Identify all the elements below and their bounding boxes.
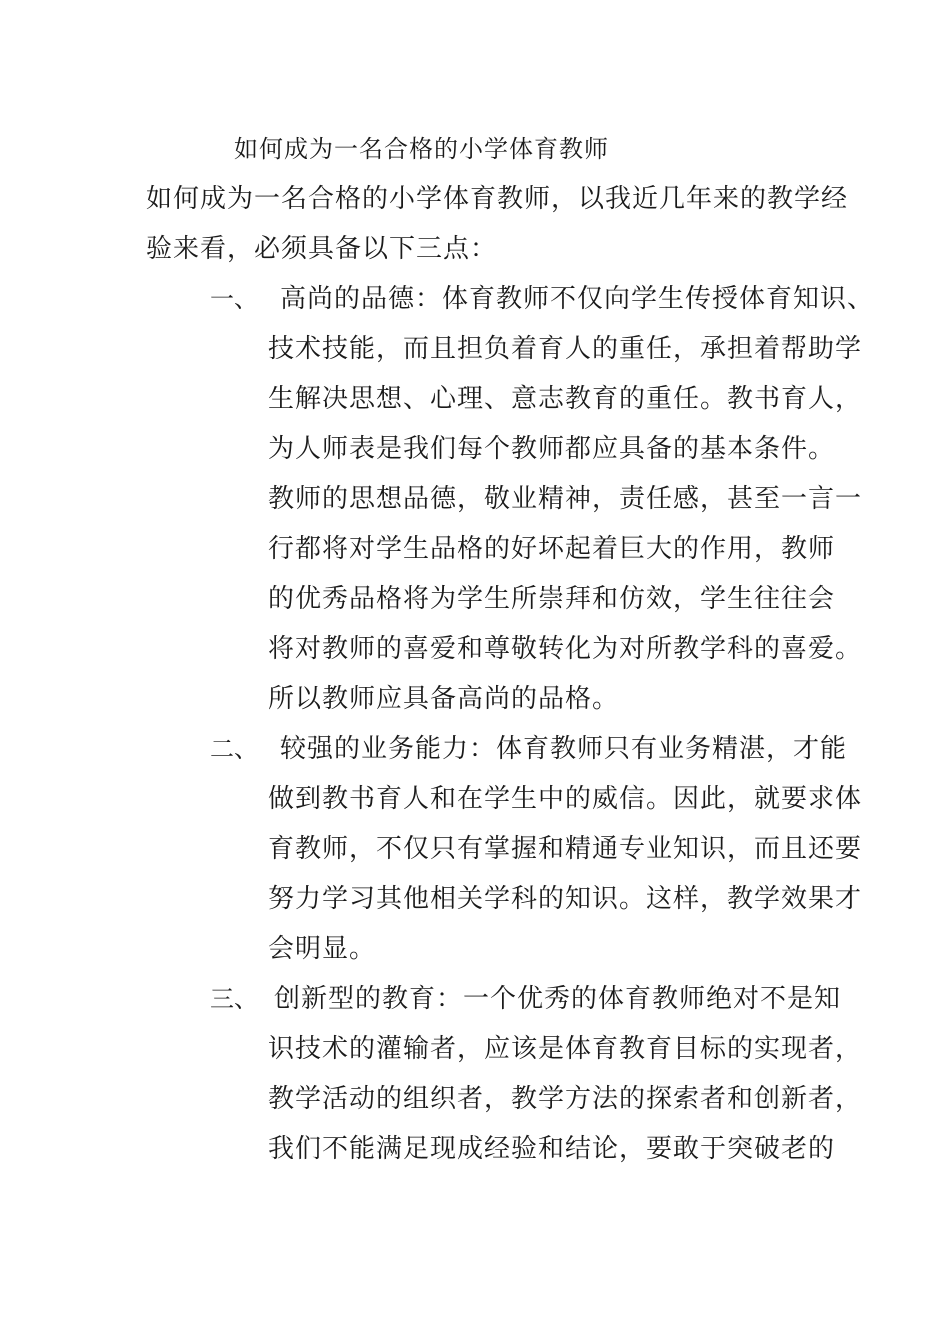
section-2-line: 做到教书育人和在学生中的威信。因此，就要求体	[268, 784, 863, 814]
section-3-marker: 三、	[210, 985, 258, 1013]
section-1-line: 将对教师的喜爱和尊敬转化为对所教学科的喜爱。	[268, 634, 863, 664]
section-2-line: 育教师，不仅只有掌握和精通专业知识，而且还要	[268, 834, 863, 864]
section-3-line: 我们不能满足现成经验和结论，要敢于突破老的	[268, 1134, 836, 1164]
section-1-line: 为人师表是我们每个教师都应具备的基本条件。	[268, 434, 836, 464]
section-1-line: 教师的思想品德，敬业精神，责任感，甚至一言一	[268, 484, 863, 514]
section-2-line: 较强的业务能力：体育教师只有业务精湛，才能	[280, 734, 848, 764]
document-title: 如何成为一名合格的小学体育教师	[234, 135, 609, 163]
section-1-line: 高尚的品德：体育教师不仅向学生传授体育知识、	[280, 284, 875, 314]
section-3-line: 教学活动的组织者，教学方法的探索者和创新者，	[268, 1084, 863, 1114]
section-1-line: 所以教师应具备高尚的品格。	[268, 684, 620, 714]
section-3-line: 识技术的灌输者，应该是体育教育目标的实现者，	[268, 1034, 863, 1064]
section-1-marker: 一、	[210, 285, 258, 313]
section-2-marker: 二、	[210, 735, 258, 763]
section-1-line: 的优秀品格将为学生所崇拜和仿效，学生往往会	[268, 584, 836, 614]
section-2-line: 会明显。	[268, 934, 377, 964]
section-3-line: 创新型的教育：一个优秀的体育教师绝对不是知	[274, 984, 842, 1014]
section-1-line: 生解决思想、心理、意志教育的重任。教书育人，	[268, 384, 863, 414]
section-2-line: 努力学习其他相关学科的知识。这样，教学效果才	[268, 884, 863, 914]
intro-line-2: 验来看，必须具备以下三点：	[146, 234, 498, 264]
intro-line-1: 如何成为一名合格的小学体育教师，以我近几年来的教学经	[146, 184, 849, 214]
section-1-line: 技术技能，而且担负着育人的重任，承担着帮助学	[268, 334, 863, 364]
section-1-line: 行都将对学生品格的好坏起着巨大的作用，教师	[268, 534, 836, 564]
